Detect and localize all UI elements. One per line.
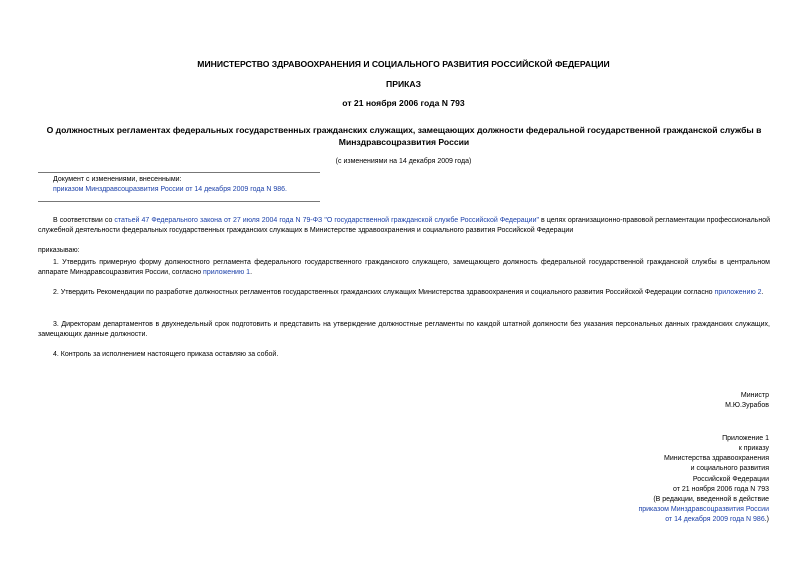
appendix-header xyxy=(638,434,769,525)
ordered-word: приказываю: xyxy=(38,247,80,254)
appendix-2-link[interactable]: приложению 2 xyxy=(714,289,762,296)
preamble-suffix: в целях организационно-правовой регламентации профессиональной служебной деятельности федеральных государственных гражданских служащих в Министерстве здравоохранения и социального развития Российской Федерации xyxy=(38,217,770,235)
appendix-amendment-link[interactable]: приказом Минздравсоцразвития России xyxy=(638,505,769,513)
document-title: О должностных регламентах федеральных государственных гражданских служащих, замещающих должности федеральной государственной гражданской службы в Минздравсоцразвития России xyxy=(46,125,762,147)
order-item-3: 3. Директорам департаментов в двухнедельный срок подготовить и представить на утверждение должностные регламенты по каждой штатной должности без указания персональных данных гражданских служащих, замещающих данные должности. xyxy=(38,321,770,339)
signer-name: М.Ю.Зурабов xyxy=(725,402,769,410)
appendix-line-7: (В редакции, введенной в действие xyxy=(653,495,769,503)
doc-date-number: от 21 ноября 2006 года N 793 xyxy=(342,98,465,108)
appendix-line-1: Приложение 1 xyxy=(722,435,769,442)
appendix-line-9-end: .) xyxy=(764,516,769,524)
preamble-paragraph xyxy=(38,216,770,236)
changes-note-label: Документ с изменениями, внесенными: xyxy=(53,176,182,183)
appendix-line-9 xyxy=(638,515,769,525)
order-item-2 xyxy=(38,288,770,298)
preamble-prefix: В соответствии со xyxy=(53,217,115,224)
divider-bottom xyxy=(38,201,320,202)
item1-end: . xyxy=(250,269,253,277)
appendix-line-6: от 21 ноября 2006 года N 793 xyxy=(673,485,769,493)
appendix-line-4: и социального развития xyxy=(690,465,769,473)
changes-note-link[interactable]: приказом Минздравсоцразвития России от 14 декабря 2009 года N 986. xyxy=(53,186,287,194)
order-item-1 xyxy=(38,258,770,278)
law-link[interactable]: статьей 47 Федерального закона от 27 июля 2004 года N 79-ФЗ "О государственной гражданской службе Российской Федерации" xyxy=(114,217,539,224)
item2-end: . xyxy=(761,289,764,296)
ministry-heading: МИНИСТЕРСТВО ЗДРАВООХРАНЕНИЯ И СОЦИАЛЬНОГО РАЗВИТИЯ РОССИЙСКОЙ ФЕДЕРАЦИИ xyxy=(197,59,610,69)
revision-note: (с изменениями на 14 декабря 2009 года) xyxy=(335,158,472,165)
appendix-1-link[interactable]: приложению 1 xyxy=(203,269,251,277)
appendix-line-2: к приказу xyxy=(738,445,769,453)
item1-text: 1. Утвердить примерную форму должностного регламента федерального государственного гражданского служащего, замещающего должность федеральной государственной гражданской службы в центральном аппарате Минздравсоцразвития России, согласно xyxy=(38,259,770,277)
appendix-amendment-date-link[interactable]: от 14 декабря 2009 года N 986 xyxy=(665,516,765,524)
order-item-4: 4. Контроль за исполнением настоящего приказа оставляю за собой. xyxy=(53,351,279,358)
signature-block xyxy=(725,391,769,411)
item2-text: 2. Утвердить Рекомендации по разработке должностных регламентов государственных гражданских служащих Министерства здравоохранения и социального развития Российской Федерации согласно xyxy=(53,289,715,296)
signer-position: Министр xyxy=(740,392,769,399)
divider-top xyxy=(38,172,320,173)
appendix-line-5: Российской Федерации xyxy=(692,475,769,483)
appendix-line-3: Министерства здравоохранения xyxy=(664,455,769,463)
doc-type-heading: ПРИКАЗ xyxy=(386,79,421,89)
changes-note xyxy=(53,175,785,195)
